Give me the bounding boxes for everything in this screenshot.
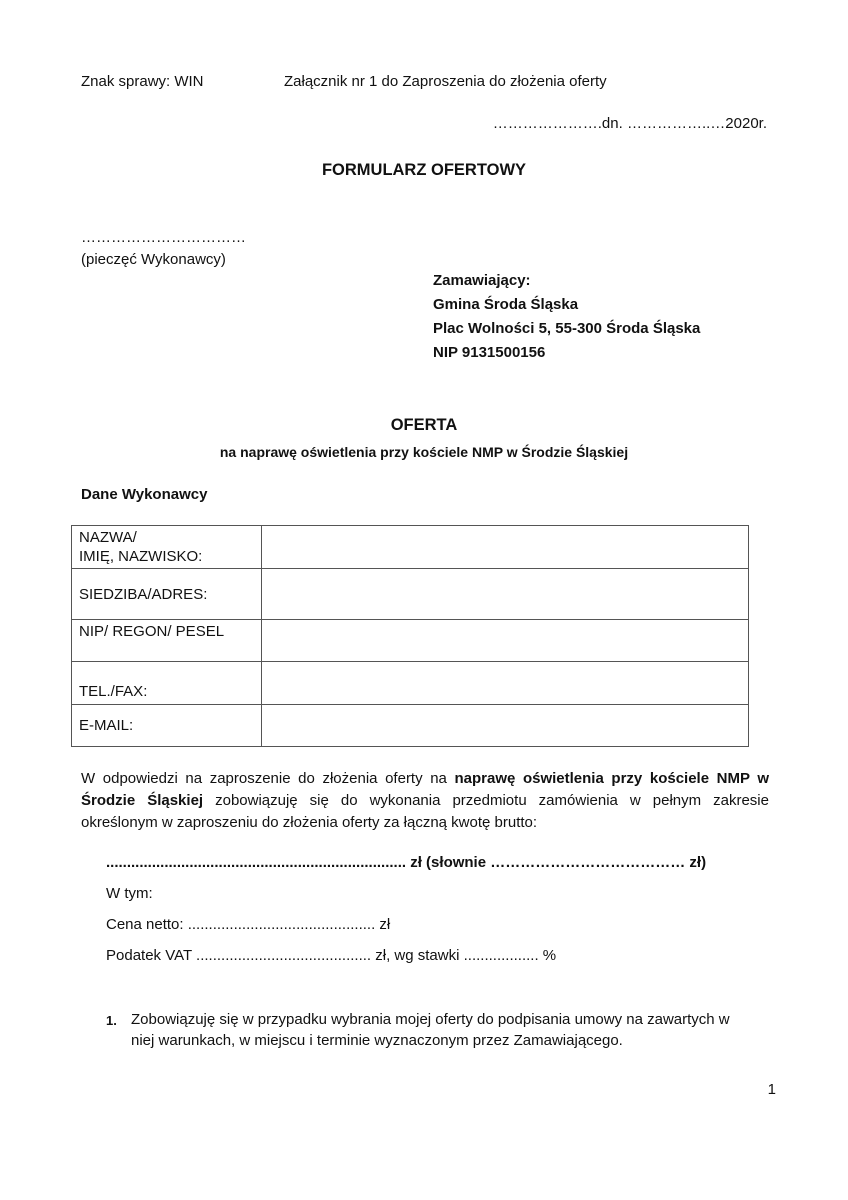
name-label-line-1: NAZWA/: [79, 529, 137, 546]
table-row: [72, 569, 749, 620]
offer-title: OFERTA: [390, 416, 458, 434]
tax-id-value-field[interactable]: [262, 620, 749, 662]
name-label-cell: [72, 526, 262, 569]
declaration-line-1: Zobowiązuję się w przypadku wybrania mojej oferty do podpisania umowy na zawartych w: [131, 1011, 730, 1028]
name-label-line-2: IMIĘ, NAZWISKO:: [79, 548, 203, 565]
paragraph-text-1: W odpowiedzi na zaproszenie do złożenia oferty na: [81, 770, 455, 787]
stamp-label: (pieczęć Wykonawcy): [81, 251, 226, 268]
vat-line: Podatek VAT .......................................... zł, wg stawki .................. %: [106, 947, 557, 964]
including-label: W tym:: [106, 885, 153, 902]
declaration-line-2: niej warunkach, w miejscu i terminie wyznaczonym przez Zamawiającego.: [131, 1032, 623, 1049]
contractor-heading: Dane Wykonawcy: [81, 486, 208, 503]
phone-fax-label: TEL./FAX:: [72, 662, 262, 705]
email-label: E-MAIL:: [72, 705, 262, 747]
date-line: ………………….dn. ……………..…2020r.: [492, 115, 767, 132]
phone-fax-value-field[interactable]: [262, 662, 749, 705]
table-row: [72, 662, 749, 705]
name-value-field[interactable]: [262, 526, 749, 569]
tax-id-label: NIP/ REGON/ PESEL: [72, 620, 262, 662]
page-number: 1: [767, 1081, 776, 1098]
total-gross-line: ........................................................................ zł (słownie ………………………………… zł): [106, 854, 707, 871]
stamp-dots: ……………………………: [81, 229, 246, 246]
address-label: SIEDZIBA/ADRES:: [72, 569, 262, 620]
declaration-number: 1.: [106, 1013, 117, 1028]
case-reference: Znak sprawy: WIN: [81, 73, 204, 90]
attachment-note: Załącznik nr 1 do Zaproszenia do złożenia oferty: [284, 73, 607, 90]
authority-nip: NIP 9131500156: [433, 344, 546, 361]
paragraph-text-2: zobowiązuję się do wykonania przedmiotu zamówienia w pełnym zakresie określonym w zaproszeniu do złożenia oferty za łączną kwotę brutto:: [81, 792, 769, 831]
net-price-line: Cena netto: ............................................. zł: [106, 916, 391, 933]
table-row: [72, 620, 749, 662]
email-value-field[interactable]: [262, 705, 749, 747]
address-value-field[interactable]: [262, 569, 749, 620]
authority-name: Gmina Środa Śląska: [433, 296, 579, 313]
authority-label: Zamawiający:: [433, 272, 531, 289]
table-row: [72, 526, 749, 569]
table-row: [72, 705, 749, 747]
contractor-data-table: [71, 525, 749, 747]
paragraph-subject: naprawę oświetlenia przy kościele NMP w Środzie Śląskiej: [81, 770, 769, 809]
form-title: FORMULARZ OFERTOWY: [321, 161, 527, 179]
offer-paragraph: [81, 768, 769, 834]
offer-subtitle: na naprawę oświetlenia przy kościele NMP w Środzie Śląskiej: [219, 444, 629, 460]
authority-address: Plac Wolności 5, 55-300 Środa Śląska: [433, 320, 701, 337]
